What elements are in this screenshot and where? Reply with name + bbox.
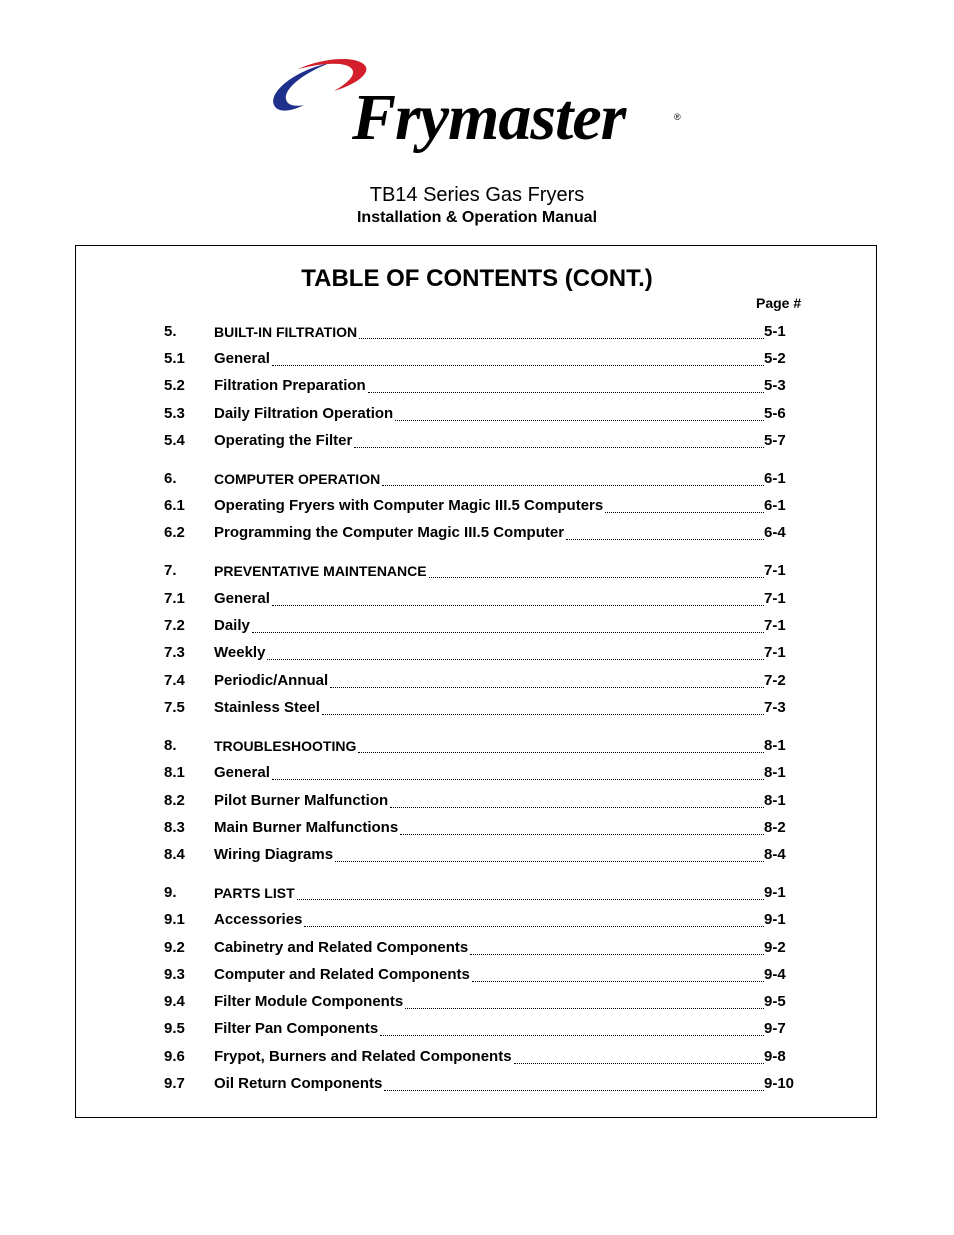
toc-section-entry[interactable] bbox=[164, 377, 798, 395]
document-subtitle: Installation & Operation Manual bbox=[356, 209, 598, 226]
toc-entry-page: 7-1 bbox=[764, 590, 786, 607]
toc-entry-number: 7.2 bbox=[164, 617, 185, 634]
toc-entry-page: 9-1 bbox=[764, 884, 786, 901]
toc-entry-title: Filtration Preparation bbox=[214, 377, 366, 394]
toc-entry-page: 6-4 bbox=[764, 524, 786, 541]
toc-entry-title: Filter Pan Components bbox=[214, 1020, 379, 1037]
toc-entry-page: 5-3 bbox=[764, 377, 786, 394]
toc-entry-number: 5. bbox=[164, 323, 177, 340]
toc-section-entry[interactable] bbox=[164, 432, 798, 450]
toc-entry-number: 9.3 bbox=[164, 966, 185, 983]
toc-section-entry[interactable] bbox=[164, 792, 798, 810]
toc-chapter-entry[interactable] bbox=[164, 323, 798, 341]
toc-section-entry[interactable] bbox=[164, 644, 798, 662]
toc-entry-number: 8. bbox=[164, 737, 177, 754]
toc-entry-title: Filter Module Components bbox=[214, 993, 404, 1010]
toc-dot-leader bbox=[272, 778, 764, 780]
toc-entry-title: Daily Filtration Operation bbox=[214, 405, 394, 422]
toc-entry-number: 5.2 bbox=[164, 377, 185, 394]
toc-dot-leader bbox=[358, 751, 764, 753]
page-column-header: Page # bbox=[756, 295, 802, 311]
toc-section-entry[interactable] bbox=[164, 590, 798, 608]
document-title: TB14 Series Gas Fryers bbox=[369, 184, 585, 206]
toc-entry-number: 9.5 bbox=[164, 1020, 185, 1037]
toc-dot-leader bbox=[429, 576, 764, 578]
toc-entry-page: 9-4 bbox=[764, 966, 786, 983]
toc-dot-leader bbox=[267, 658, 764, 660]
toc-entry-number: 7.5 bbox=[164, 699, 185, 716]
toc-section-entry[interactable] bbox=[164, 1075, 798, 1093]
toc-entry-number: 9.2 bbox=[164, 939, 185, 956]
toc-entry-title: Main Burner Malfunctions bbox=[214, 819, 399, 836]
toc-entry-page: 6-1 bbox=[764, 470, 786, 487]
toc-entry-page: 8-4 bbox=[764, 846, 786, 863]
toc-entry-title: Programming the Computer Magic III.5 Computer bbox=[214, 524, 565, 541]
toc-entry-number: 9.7 bbox=[164, 1075, 185, 1092]
toc-chapter-entry[interactable] bbox=[164, 562, 798, 580]
toc-section-entry[interactable] bbox=[164, 497, 798, 515]
toc-section-entry[interactable] bbox=[164, 819, 798, 837]
toc-dot-leader bbox=[354, 446, 764, 448]
toc-entry-number: 5.3 bbox=[164, 405, 185, 422]
toc-dot-leader bbox=[390, 806, 764, 808]
toc-entry-number: 5.4 bbox=[164, 432, 185, 449]
toc-entry-title: Frypot, Burners and Related Components bbox=[214, 1048, 512, 1065]
toc-entry-page: 9-2 bbox=[764, 939, 786, 956]
toc-entry-title: Accessories bbox=[214, 911, 303, 928]
toc-dot-leader bbox=[272, 604, 764, 606]
toc-section-entry[interactable] bbox=[164, 939, 798, 957]
toc-entry-page: 8-2 bbox=[764, 819, 786, 836]
toc-entry-page: 5-1 bbox=[764, 323, 786, 340]
toc-dot-leader bbox=[566, 538, 764, 540]
toc-section-entry[interactable] bbox=[164, 699, 798, 717]
toc-entry-title: General bbox=[214, 764, 270, 781]
toc-entry-title: Operating Fryers with Computer Magic III.5 Computers bbox=[214, 497, 604, 514]
toc-section-entry[interactable] bbox=[164, 1020, 798, 1038]
toc-entry-number: 8.1 bbox=[164, 764, 185, 781]
toc-dot-leader bbox=[272, 364, 764, 366]
toc-entry-page: 8-1 bbox=[764, 737, 786, 754]
frymaster-logo bbox=[268, 55, 688, 165]
toc-entry-title: Operating the Filter bbox=[214, 432, 353, 449]
toc-entry-title: Periodic/Annual bbox=[214, 672, 329, 689]
toc-dot-leader bbox=[322, 713, 764, 715]
toc-entry-page: 9-7 bbox=[764, 1020, 786, 1037]
toc-dot-leader bbox=[514, 1062, 764, 1064]
toc-entry-page: 8-1 bbox=[764, 792, 786, 809]
toc-entry-number: 9.1 bbox=[164, 911, 185, 928]
toc-entry-title: PREVENTATIVE MAINTENANCE bbox=[214, 563, 427, 579]
toc-entry-number: 8.3 bbox=[164, 819, 185, 836]
toc-section-entry[interactable] bbox=[164, 911, 798, 929]
toc-dot-leader bbox=[395, 419, 764, 421]
toc-entry-number: 9.4 bbox=[164, 993, 185, 1010]
toc-entry-title: General bbox=[214, 590, 270, 607]
toc-entry-number: 9. bbox=[164, 884, 177, 901]
toc-section-entry[interactable] bbox=[164, 405, 798, 423]
toc-entry-number: 7.4 bbox=[164, 672, 185, 689]
toc-section-entry[interactable] bbox=[164, 672, 798, 690]
toc-entry-page: 5-6 bbox=[764, 405, 786, 422]
toc-dot-leader bbox=[400, 833, 764, 835]
toc-entry-number: 9.6 bbox=[164, 1048, 185, 1065]
toc-entry-page: 7-1 bbox=[764, 644, 786, 661]
toc-section-entry[interactable] bbox=[164, 1048, 798, 1066]
registered-mark: ® bbox=[674, 112, 681, 122]
toc-entry-title: COMPUTER OPERATION bbox=[214, 471, 381, 487]
toc-chapter-entry[interactable] bbox=[164, 737, 798, 755]
toc-dot-leader bbox=[605, 511, 764, 513]
toc-entry-number: 8.2 bbox=[164, 792, 185, 809]
toc-dot-leader bbox=[304, 925, 764, 927]
toc-section-entry[interactable] bbox=[164, 846, 798, 864]
toc-entry-number: 7.1 bbox=[164, 590, 185, 607]
toc-entry-title: BUILT-IN FILTRATION bbox=[214, 324, 358, 340]
toc-dot-leader bbox=[384, 1089, 764, 1091]
toc-entry-page: 6-1 bbox=[764, 497, 786, 514]
toc-entry-number: 5.1 bbox=[164, 350, 185, 367]
toc-entry-page: 5-7 bbox=[764, 432, 786, 449]
toc-dot-leader bbox=[472, 980, 764, 982]
toc-section-entry[interactable] bbox=[164, 350, 798, 368]
toc-dot-leader bbox=[297, 898, 764, 900]
toc-entry-page: 7-3 bbox=[764, 699, 786, 716]
toc-entry-title: Oil Return Components bbox=[214, 1075, 383, 1092]
toc-entry-page: 8-1 bbox=[764, 764, 786, 781]
toc-dot-leader bbox=[405, 1007, 764, 1009]
toc-entry-page: 5-2 bbox=[764, 350, 786, 367]
toc-entry-page: 9-10 bbox=[764, 1075, 795, 1092]
toc-entry-title: Stainless Steel bbox=[214, 699, 320, 716]
toc-entry-page: 9-5 bbox=[764, 993, 786, 1010]
toc-entry-title: Pilot Burner Malfunction bbox=[214, 792, 389, 809]
toc-entry-page: 7-2 bbox=[764, 672, 786, 689]
toc-section-entry[interactable] bbox=[164, 617, 798, 635]
toc-chapter-entry[interactable] bbox=[164, 470, 798, 488]
toc-dot-leader bbox=[368, 391, 764, 393]
toc-entry-title: Daily bbox=[214, 617, 250, 634]
toc-entry-title: Cabinetry and Related Components bbox=[214, 939, 469, 956]
toc-dot-leader bbox=[330, 686, 764, 688]
toc-dot-leader bbox=[252, 631, 764, 633]
toc-entry-number: 6. bbox=[164, 470, 177, 487]
toc-entry-page: 7-1 bbox=[764, 562, 786, 579]
toc-dot-leader bbox=[335, 860, 764, 862]
toc-entry-title: PARTS LIST bbox=[214, 885, 295, 901]
logo-wordmark: Frymaster bbox=[352, 81, 626, 154]
toc-entry-page: 9-1 bbox=[764, 911, 786, 928]
toc-entry-number: 8.4 bbox=[164, 846, 185, 863]
toc-entry-title: Computer and Related Components bbox=[214, 966, 470, 983]
toc-heading: TABLE OF CONTENTS (CONT.) bbox=[301, 265, 653, 292]
toc-entry-number: 6.1 bbox=[164, 497, 185, 514]
toc-entry-title: TROUBLESHOOTING bbox=[214, 738, 357, 754]
toc-dot-leader bbox=[470, 953, 764, 955]
toc-chapter-entry[interactable] bbox=[164, 884, 798, 902]
toc-entry-number: 7.3 bbox=[164, 644, 185, 661]
toc-entry-number: 7. bbox=[164, 562, 177, 579]
toc-section-entry[interactable] bbox=[164, 966, 798, 984]
toc-section-entry[interactable] bbox=[164, 993, 798, 1011]
toc-dot-leader bbox=[380, 1034, 764, 1036]
toc-dot-leader bbox=[359, 337, 764, 339]
toc-section-entry[interactable] bbox=[164, 764, 798, 782]
toc-entry-page: 7-1 bbox=[764, 617, 786, 634]
toc-dot-leader bbox=[382, 484, 764, 486]
toc-entry-title: Wiring Diagrams bbox=[214, 846, 334, 863]
toc-entry-number: 6.2 bbox=[164, 524, 185, 541]
toc-entry-page: 9-8 bbox=[764, 1048, 786, 1065]
toc-entry-title: General bbox=[214, 350, 270, 367]
toc-entry-title: Weekly bbox=[214, 644, 266, 661]
toc-section-entry[interactable] bbox=[164, 524, 798, 542]
